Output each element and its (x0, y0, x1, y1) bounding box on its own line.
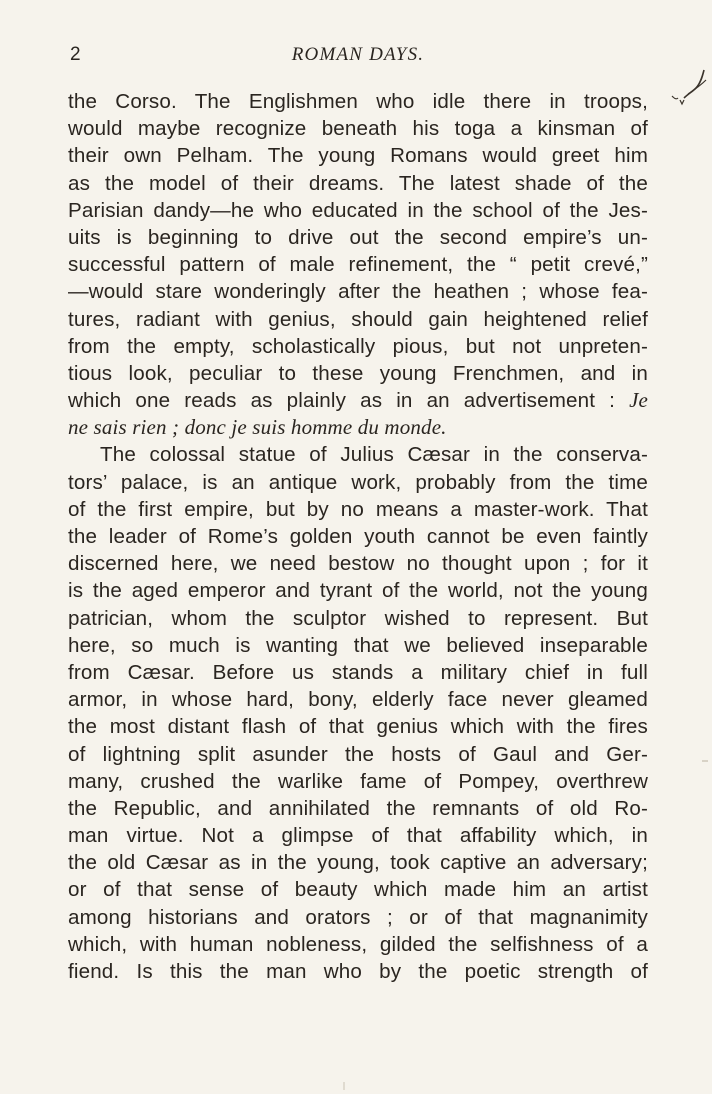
italic-phrase: ne sais rien ; donc je suis homme du monde. (68, 415, 447, 440)
running-title: ROMAN DAYS. (291, 44, 425, 65)
page-number: 2 (70, 44, 82, 65)
text-line: the old Cæsar as in the young, took captive an adversary; (68, 851, 648, 875)
margin-tick (702, 760, 708, 762)
text-line: man virtue. Not a glimpse of that affability which, in (68, 824, 648, 848)
body-text (68, 88, 648, 985)
text-line: discerned here, we need bestow no thought upon ; for it (68, 552, 648, 576)
text-line: many, crushed the warlike fame of Pompey, overthrew (68, 769, 648, 793)
text-line: from the empty, scholastically pious, but not unpreten- (68, 334, 648, 358)
text-line: tors’ palace, is an antique work, probably from the time (68, 470, 648, 494)
margin-tick (343, 1082, 345, 1090)
text-line: is the aged emperor and tyrant of the world, not the young (68, 579, 648, 603)
text-line: fiend. Is this the man who by the poetic strength of (68, 960, 648, 983)
pencil-mark-icon (666, 68, 710, 124)
text-line: the Corso. The Englishmen who idle there in troops, (68, 90, 648, 113)
text-line: Parisian dandy—he who educated in the school of the Jes- (68, 198, 648, 222)
text-line: successful pattern of male refinement, the “ petit crevé,” (68, 253, 648, 277)
text-line: which one reads as plainly as in an advertisement : (68, 389, 616, 413)
text-line: the Republic, and annihilated the remnants of old Ro- (68, 796, 648, 820)
text-line: tures, radiant with genius, should gain heightened relief (68, 307, 648, 331)
text-line: patrician, whom the sculptor wished to represent. But (68, 606, 648, 630)
text-line: among historians and orators ; or of that magnanimity (68, 905, 648, 929)
text-line: would maybe recognize beneath his toga a kinsman of (68, 117, 648, 141)
text-line: as the model of their dreams. The latest shade of the (68, 171, 648, 195)
text-line: their own Pelham. The young Romans would greet him (68, 144, 648, 168)
text-line: which, with human nobleness, gilded the selfishness of a (68, 932, 648, 956)
text-line-with-italic (68, 387, 648, 414)
page-header (68, 44, 648, 72)
italic-phrase: Je (629, 388, 649, 413)
text-line: of the first empire, but by no means a master-work. That (68, 497, 648, 521)
text-line: from Cæsar. Before us stands a military chief in full (68, 660, 648, 684)
text-line: the leader of Rome’s golden youth cannot be even faintly (68, 525, 648, 548)
text-line: uits is beginning to drive out the second empire’s un- (68, 225, 648, 249)
paragraph-start: The colossal statue of Julius Cæsar in the conserva- (100, 443, 648, 467)
italic-line (68, 414, 648, 441)
text-line: here, so much is wanting that we believed inseparable (68, 633, 648, 657)
text-line: armor, in whose hard, bony, elderly face never gleamed (68, 688, 648, 712)
text-line: the most distant flash of that genius which with the fires (68, 715, 648, 739)
text-line: —would stare wonderingly after the heathen ; whose fea- (68, 280, 648, 304)
text-line: tious look, peculiar to these young Frenchmen, and in (68, 361, 648, 385)
text-line: or of that sense of beauty which made him an artist (68, 878, 648, 902)
text-line: of lightning split asunder the hosts of Gaul and Ger- (68, 742, 648, 766)
